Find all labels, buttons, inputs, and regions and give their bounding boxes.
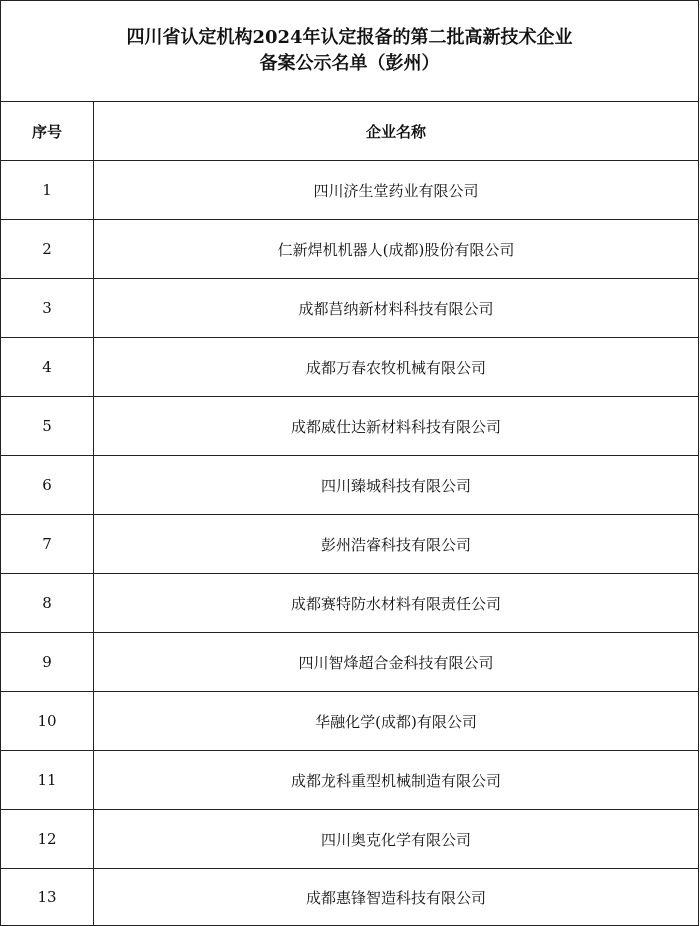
company-name: 四川臻城科技有限公司 xyxy=(94,456,699,515)
table-row xyxy=(1,751,699,810)
table-row xyxy=(1,810,699,869)
row-number: 5 xyxy=(1,397,94,456)
company-name: 彭州浩睿科技有限公司 xyxy=(94,515,699,574)
row-number: 10 xyxy=(1,692,94,751)
table-row xyxy=(1,161,699,220)
table-row xyxy=(1,338,699,397)
table-row xyxy=(1,220,699,279)
company-name: 华融化学(成都)有限公司 xyxy=(94,692,699,751)
company-name: 仁新焊机机器人(成都)股份有限公司 xyxy=(94,220,699,279)
column-header-company: 企业名称 xyxy=(94,102,699,161)
row-number: 3 xyxy=(1,279,94,338)
row-number: 8 xyxy=(1,574,94,633)
table-row xyxy=(1,515,699,574)
table-row xyxy=(1,633,699,692)
header-row xyxy=(1,102,699,161)
column-header-number: 序号 xyxy=(1,102,94,161)
document-title xyxy=(1,1,699,102)
table-row xyxy=(1,279,699,338)
title-line-1: 四川省认定机构2024年认定报备的第二批高新技术企业 xyxy=(126,27,573,48)
row-number: 1 xyxy=(1,161,94,220)
company-name: 成都赛特防水材料有限责任公司 xyxy=(94,574,699,633)
row-number: 9 xyxy=(1,633,94,692)
row-number: 12 xyxy=(1,810,94,869)
company-name: 四川奥克化学有限公司 xyxy=(94,810,699,869)
row-number: 2 xyxy=(1,220,94,279)
company-name: 成都万春农牧机械有限公司 xyxy=(94,338,699,397)
company-name: 成都龙科重型机械制造有限公司 xyxy=(94,751,699,810)
row-number: 6 xyxy=(1,456,94,515)
company-name: 四川济生堂药业有限公司 xyxy=(94,161,699,220)
title-row xyxy=(1,1,699,102)
company-name: 成都莒纳新材料科技有限公司 xyxy=(94,279,699,338)
company-name: 成都惠锋智造科技有限公司 xyxy=(94,869,699,926)
row-number: 11 xyxy=(1,751,94,810)
row-number: 13 xyxy=(1,869,94,926)
table-row xyxy=(1,869,699,926)
table-row xyxy=(1,397,699,456)
row-number: 4 xyxy=(1,338,94,397)
company-name: 四川智烽超合金科技有限公司 xyxy=(94,633,699,692)
table-row xyxy=(1,456,699,515)
table-row xyxy=(1,574,699,633)
row-number: 7 xyxy=(1,515,94,574)
table-row xyxy=(1,692,699,751)
company-name: 成都威仕达新材料科技有限公司 xyxy=(94,397,699,456)
title-line-2: 备案公示名单（彭州） xyxy=(259,53,440,74)
